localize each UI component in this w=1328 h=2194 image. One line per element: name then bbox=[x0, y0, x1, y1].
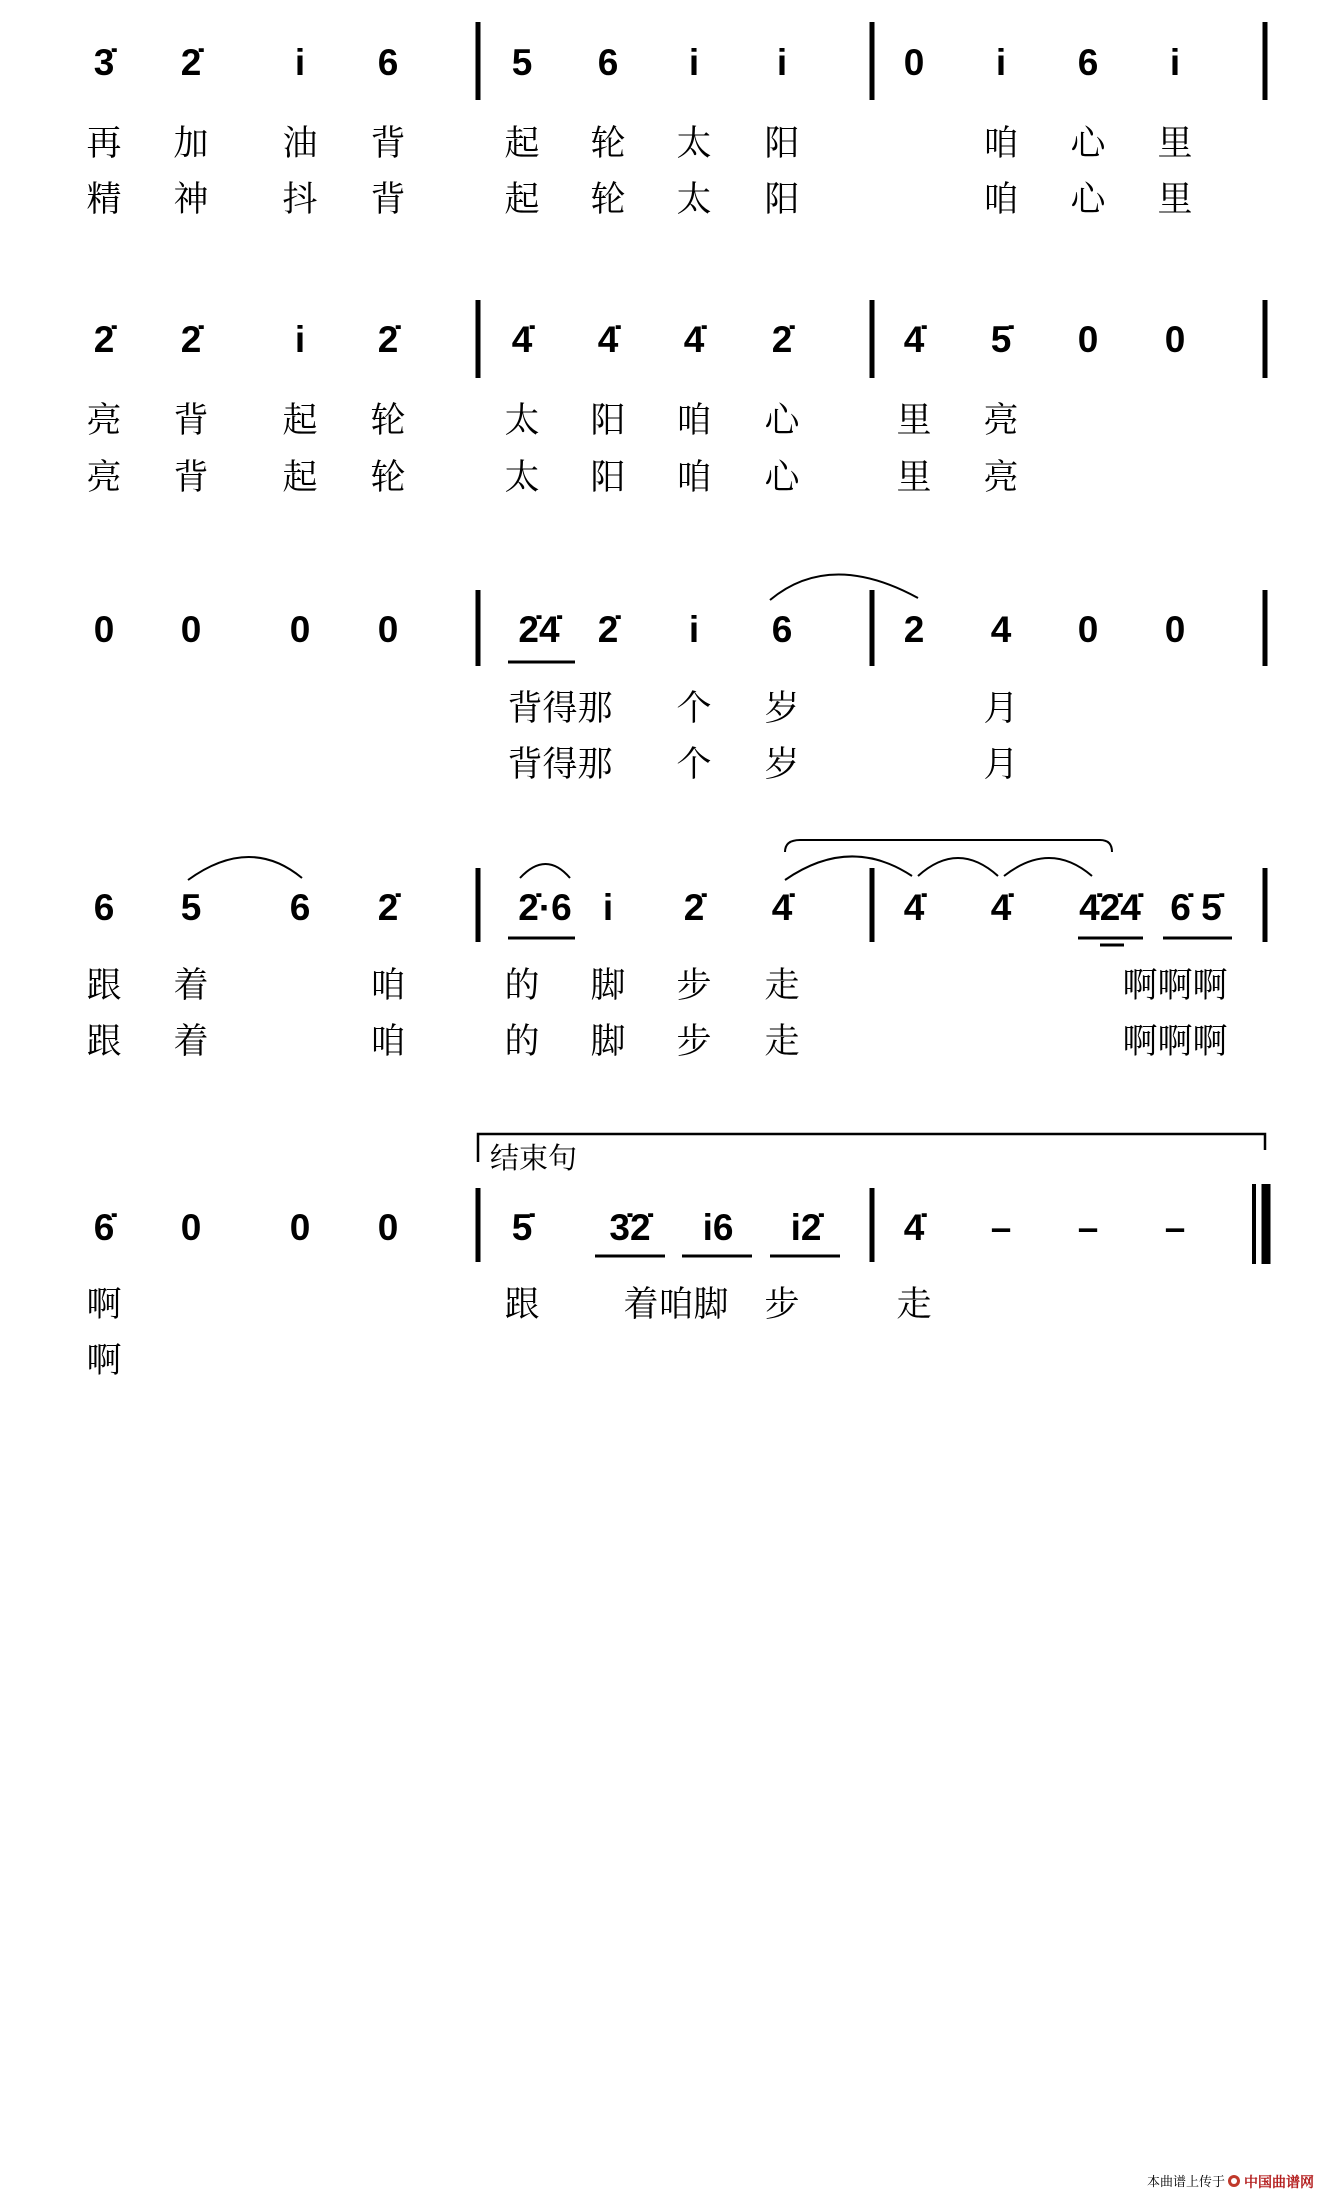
note: 0 bbox=[180, 1207, 202, 1248]
lyric: 起 bbox=[504, 180, 540, 220]
lyric: 脚 bbox=[590, 1022, 626, 1062]
lyric: 岁 bbox=[764, 689, 800, 729]
note: i bbox=[294, 319, 306, 360]
system-1-notes bbox=[94, 42, 1180, 83]
note: 6̇ bbox=[93, 1207, 115, 1248]
slur bbox=[918, 858, 998, 876]
lyric: 阳 bbox=[590, 401, 626, 441]
lyric: 轮 bbox=[590, 180, 626, 220]
lyric: 阳 bbox=[764, 124, 800, 164]
lyric: 走 bbox=[896, 1285, 932, 1325]
lyric: 着 bbox=[173, 966, 209, 1006]
note: 3̇2̇ bbox=[609, 1207, 651, 1248]
note: 5̇ bbox=[511, 1207, 533, 1248]
note: i2̇ bbox=[790, 1207, 822, 1248]
note: 2̇ bbox=[93, 319, 115, 360]
note: 6 bbox=[1077, 42, 1099, 83]
note: – bbox=[1077, 1207, 1099, 1248]
lyric: 的 bbox=[504, 966, 540, 1006]
lyric: 啊啊啊 bbox=[1122, 966, 1228, 1006]
system-3-lyrics-verse-1 bbox=[507, 689, 1018, 729]
lyric: 脚 bbox=[590, 966, 626, 1006]
lyric: 走 bbox=[764, 1022, 800, 1062]
note: 6 bbox=[597, 42, 619, 83]
slur bbox=[1004, 858, 1092, 876]
slur bbox=[785, 856, 912, 880]
lyric: 轮 bbox=[370, 458, 406, 498]
lyric: 亮 bbox=[86, 401, 122, 441]
lyric: 咱 bbox=[983, 180, 1019, 220]
note: 4̇ bbox=[903, 887, 925, 928]
lyric: 里 bbox=[896, 458, 932, 498]
lyric: 亮 bbox=[86, 458, 122, 498]
lyric: 啊 bbox=[86, 1341, 122, 1381]
note: 2̇·6 bbox=[518, 887, 572, 928]
barlines bbox=[478, 590, 1265, 666]
lyric: 步 bbox=[676, 1022, 712, 1062]
note: 6̇ 5̇ bbox=[1170, 887, 1222, 928]
note: i bbox=[1169, 42, 1181, 83]
note: i bbox=[602, 887, 614, 928]
system-5-lyrics-verse-2 bbox=[86, 1341, 121, 1381]
lyric: 亮 bbox=[983, 401, 1019, 441]
lyric: 轮 bbox=[370, 401, 406, 441]
lyric: 起 bbox=[282, 401, 318, 441]
lyric: 神 bbox=[173, 180, 209, 220]
lyric: 阳 bbox=[590, 458, 626, 498]
note: 6 bbox=[93, 887, 115, 928]
note: 0 bbox=[1164, 319, 1186, 360]
note: i bbox=[995, 42, 1007, 83]
note: 4 bbox=[990, 609, 1012, 650]
system-4-notes bbox=[94, 887, 1225, 928]
note: 6 bbox=[289, 887, 311, 928]
system-4 bbox=[86, 840, 1265, 1062]
slur bbox=[770, 574, 918, 600]
footer-upload-text: 本曲谱上传于 bbox=[1146, 2175, 1225, 2190]
lyric: 抖 bbox=[282, 180, 318, 220]
note: 0 bbox=[377, 609, 399, 650]
footer-site-name: 中国曲谱网 bbox=[1244, 2175, 1314, 2191]
system-3 bbox=[94, 574, 1265, 785]
lyric: 月 bbox=[983, 689, 1019, 729]
slur bbox=[188, 857, 302, 880]
lyric: 里 bbox=[1157, 124, 1193, 164]
note: 4̇ bbox=[990, 887, 1012, 928]
final-double-barline bbox=[1254, 1184, 1266, 1264]
lyric: 岁 bbox=[764, 745, 800, 785]
lyric: 个 bbox=[676, 689, 712, 729]
lyric: 轮 bbox=[590, 124, 626, 164]
note: 4̇ bbox=[771, 887, 793, 928]
lyric: 起 bbox=[282, 458, 318, 498]
note: 2̇ bbox=[597, 609, 619, 650]
lyric: 精 bbox=[86, 180, 122, 220]
note: 4̇2̇4̇ bbox=[1079, 887, 1141, 928]
note: 0 bbox=[903, 42, 925, 83]
system-3-lyrics-verse-2 bbox=[507, 745, 1018, 785]
note: 5 bbox=[180, 887, 202, 928]
system-5-notes bbox=[94, 1207, 1186, 1248]
lyric: 跟 bbox=[504, 1285, 540, 1325]
note: 0 bbox=[180, 609, 202, 650]
lyric: 咱 bbox=[370, 966, 406, 1006]
ending-bracket bbox=[478, 1134, 1265, 1162]
note: 4̇ bbox=[511, 319, 533, 360]
note: 0 bbox=[93, 609, 115, 650]
system-5-lyrics-verse-1 bbox=[86, 1285, 931, 1325]
system-2-lyrics-verse-1 bbox=[86, 401, 1018, 441]
note: 0 bbox=[1164, 609, 1186, 650]
system-4-lyrics-verse-1 bbox=[86, 966, 1227, 1006]
note: 0 bbox=[289, 609, 311, 650]
system-2 bbox=[86, 300, 1265, 498]
note: 4̇ bbox=[683, 319, 705, 360]
lyric: 再 bbox=[86, 124, 122, 164]
lyric: 背 bbox=[370, 180, 406, 220]
lyric: 啊啊啊 bbox=[1122, 1022, 1228, 1062]
lyric: 油 bbox=[282, 124, 318, 164]
lyric: 太 bbox=[676, 124, 712, 164]
barlines bbox=[478, 22, 1265, 100]
lyric: 跟 bbox=[86, 966, 122, 1006]
note: 2̇ bbox=[377, 319, 399, 360]
note: i bbox=[776, 42, 788, 83]
lyric: 个 bbox=[676, 745, 712, 785]
lyric: 里 bbox=[1157, 180, 1193, 220]
lyric: 太 bbox=[676, 180, 712, 220]
lyric: 步 bbox=[676, 966, 712, 1006]
note: 6 bbox=[377, 42, 399, 83]
lyric: 啊 bbox=[86, 1285, 122, 1325]
note: i bbox=[688, 609, 700, 650]
system-1 bbox=[86, 22, 1265, 220]
lyric: 着 bbox=[173, 1022, 209, 1062]
note: 2̇ bbox=[180, 42, 202, 83]
lyric: 心 bbox=[764, 458, 800, 498]
system-1-lyrics-verse-2 bbox=[86, 180, 1192, 220]
note: 3̇ bbox=[93, 42, 115, 83]
note: 0 bbox=[1077, 609, 1099, 650]
slur bbox=[520, 864, 570, 878]
system-2-lyrics-verse-2 bbox=[86, 458, 1018, 498]
lyric: 走 bbox=[764, 966, 800, 1006]
lyric: 太 bbox=[504, 458, 540, 498]
lyric: 月 bbox=[983, 745, 1019, 785]
lyric: 着咱脚 bbox=[623, 1285, 729, 1325]
site-logo-icon bbox=[1228, 2175, 1240, 2187]
note: 2̇ bbox=[180, 319, 202, 360]
lyric: 咱 bbox=[983, 124, 1019, 164]
lyric: 背得那 bbox=[507, 745, 613, 785]
note: 0 bbox=[1077, 319, 1099, 360]
lyric: 背 bbox=[173, 458, 209, 498]
lyric: 步 bbox=[764, 1285, 800, 1325]
system-1-lyrics-verse-1 bbox=[86, 124, 1192, 164]
ending-bracket-label: 结束句 bbox=[490, 1141, 578, 1175]
note: – bbox=[990, 1207, 1012, 1248]
note: 2 bbox=[903, 609, 925, 650]
lyric: 太 bbox=[504, 401, 540, 441]
note: 5̇ bbox=[990, 319, 1012, 360]
note: i bbox=[688, 42, 700, 83]
barlines bbox=[478, 300, 1265, 378]
lyric: 背 bbox=[173, 401, 209, 441]
note: 6 bbox=[771, 609, 793, 650]
lyric: 背得那 bbox=[507, 689, 613, 729]
note: 2̇ bbox=[683, 887, 705, 928]
system-5 bbox=[86, 1134, 1266, 1381]
note: 4̇ bbox=[903, 1207, 925, 1248]
lyric: 起 bbox=[504, 124, 540, 164]
lyric: 背 bbox=[370, 124, 406, 164]
note: 2̇ bbox=[377, 887, 399, 928]
note: 0 bbox=[289, 1207, 311, 1248]
lyric: 跟 bbox=[86, 1022, 122, 1062]
note: i bbox=[294, 42, 306, 83]
barlines bbox=[478, 868, 1265, 942]
note: 4̇ bbox=[597, 319, 619, 360]
lyric: 咱 bbox=[370, 1022, 406, 1062]
lyric: 心 bbox=[1070, 124, 1106, 164]
lyric: 阳 bbox=[764, 180, 800, 220]
lyric: 的 bbox=[504, 1022, 540, 1062]
lyric: 亮 bbox=[983, 458, 1019, 498]
note: 2̇ bbox=[771, 319, 793, 360]
footer-watermark bbox=[1147, 2174, 1314, 2191]
tie-bracket bbox=[785, 840, 1112, 852]
system-2-notes bbox=[94, 319, 1186, 360]
lyric: 心 bbox=[1070, 180, 1106, 220]
lyric: 咱 bbox=[676, 458, 712, 498]
note: 5 bbox=[511, 42, 533, 83]
lyric: 咱 bbox=[676, 401, 712, 441]
system-4-lyrics-verse-2 bbox=[86, 1022, 1227, 1062]
note: i6 bbox=[702, 1207, 734, 1248]
note: 4̇ bbox=[903, 319, 925, 360]
lyric: 里 bbox=[896, 401, 932, 441]
lyric: 心 bbox=[764, 401, 800, 441]
lyric: 加 bbox=[173, 124, 209, 164]
note: 2̇4̇ bbox=[518, 609, 560, 650]
system-3-notes bbox=[94, 609, 1186, 650]
note: – bbox=[1164, 1207, 1186, 1248]
note: 0 bbox=[377, 1207, 399, 1248]
